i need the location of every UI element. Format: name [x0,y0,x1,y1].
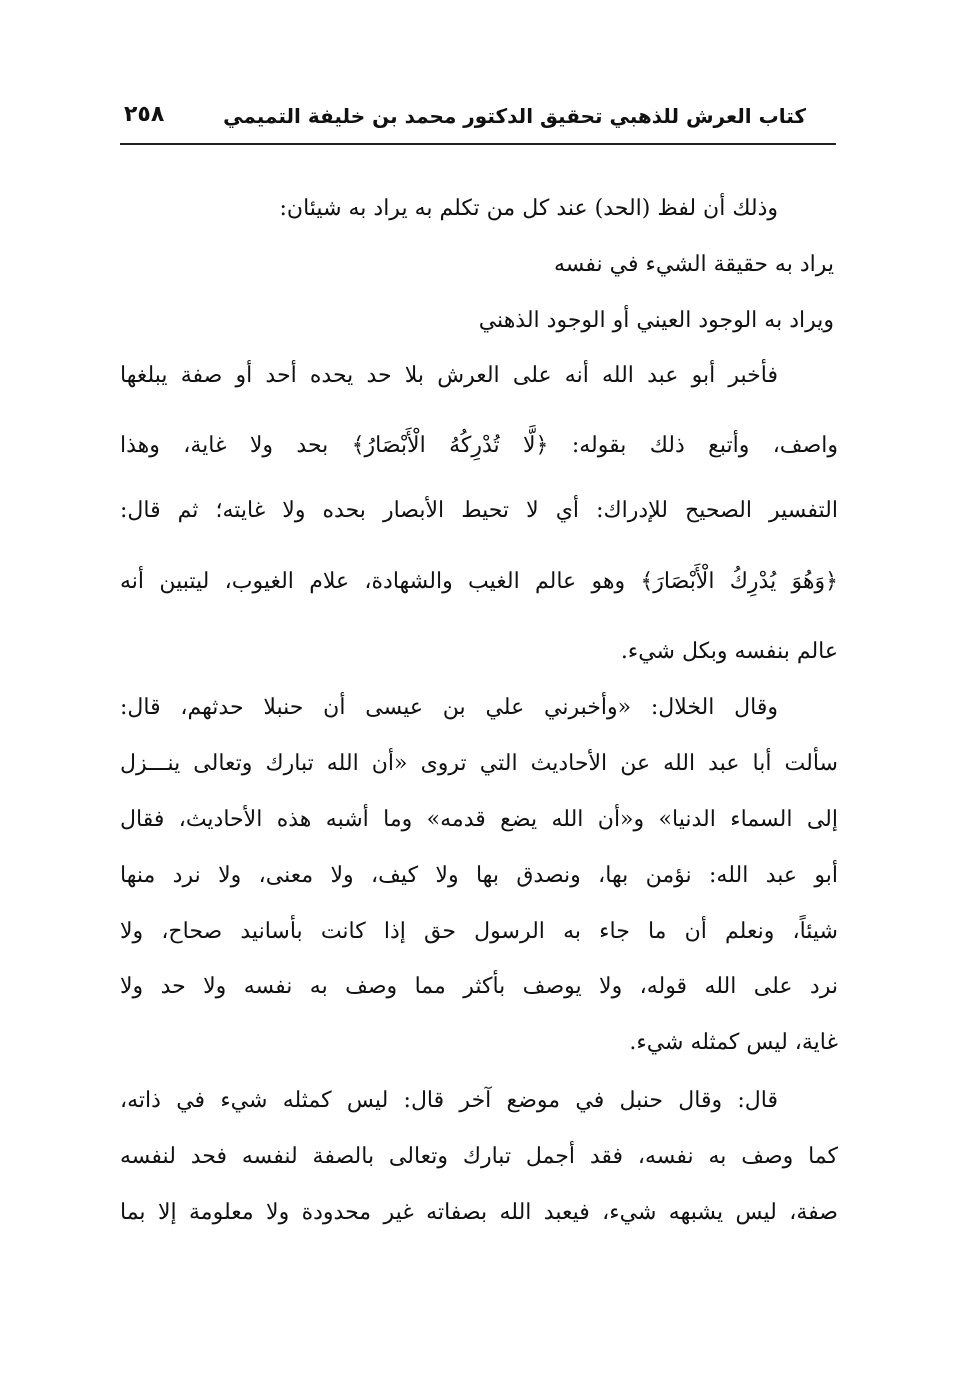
header-rule [120,143,836,145]
header-title: كتاب العرش للذهبي تحقيق الدكتور محمد بن خليفة التميمي [223,104,806,128]
text-line: فأخبر أبو عبد الله أنه على العرش بلا حد يحده أحد أو صفة يبلغها [120,363,778,388]
text-line: شيئاً، ونعلم أن ما جاء به الرسول حق إذا كانت بأسانيد صحاح، ولا [120,919,838,944]
text-line: قال: وقال حنبل في موضع آخر قال: ليس كمثله شيء في ذاته، [120,1088,778,1113]
text-line: سألت أبا عبد الله عن الأحاديث التي تروى «أن الله تبارك وتعالى ينـــزل [120,751,838,776]
text-line: يراد به حقيقة الشيء في نفسه [554,252,834,277]
page-number: ٢٥٨ [124,102,165,127]
page-header [120,98,836,144]
text-line: صفة، ليس يشبهه شيء، فيعبد الله بصفاته غير محدودة ولا معلومة إلا بما [120,1200,838,1225]
text-line: وقال الخلال: «وأخبرني علي بن عيسى أن حنبلا حدثهم، قال: [120,695,778,720]
text-line: التفسير الصحيح للإدراك: أي لا تحيط الأبصار بحده ولا غايته؛ ثم قال: [120,498,838,523]
text-line: غاية، ليس كمثله شيء. [629,1030,838,1055]
text-line: واصف، وأتبع ذلك بقوله: ﴿لَّا تُدْرِكُهُ الْأَبْصَارُ﴾ بحد ولا غاية، وهذا [120,433,838,458]
text-line: أبو عبد الله: نؤمن بها، ونصدق بها ولا كيف، ولا معنى، ولا نرد منها [120,863,838,888]
text-line: كما وصف به نفسه، فقد أجمل تبارك وتعالى بالصفة لنفسه فحد لنفسه [120,1144,838,1169]
text-line: إلى السماء الدنيا» و«أن الله يضع قدمه» وما أشبه هذه الأحاديث، فقال [120,807,838,832]
text-line: ﴿وَهُوَ يُدْرِكُ الْأَبْصَارَ﴾ وهو عالم الغيب والشهادة، علام الغيوب، ليتبين أنه [120,569,838,594]
text-line: نرد على الله قوله، ولا يوصف بأكثر مما وصف به نفسه ولا حد ولا [120,974,838,999]
text-line: عالم بنفسه وبكل شيء. [620,639,838,664]
text-line: ويراد به الوجود العيني أو الوجود الذهني [478,308,834,333]
text-line: وذلك أن لفظ (الحد) عند كل من تكلم به يراد به شيئان: [279,196,778,221]
